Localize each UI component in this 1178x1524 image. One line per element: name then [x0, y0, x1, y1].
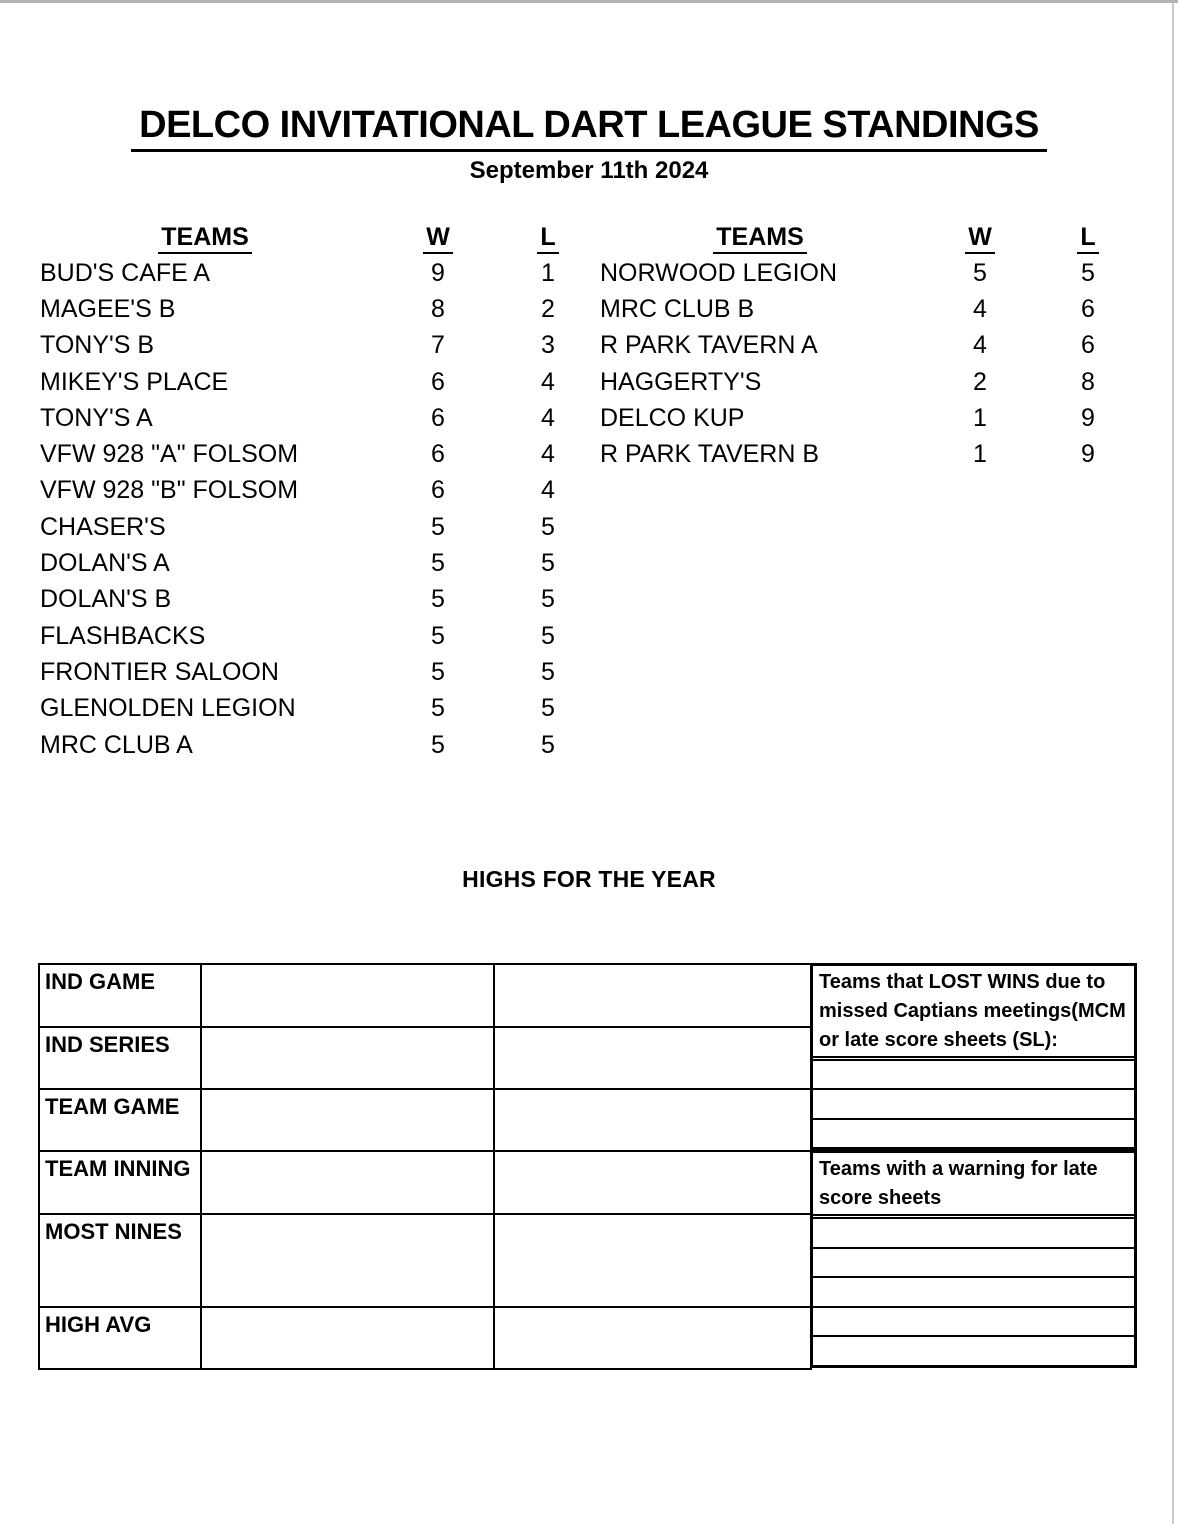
wins-value: 5: [431, 512, 445, 541]
wins-value: 5: [431, 694, 445, 723]
title-row: [0, 104, 1178, 152]
standings-row: [40, 328, 590, 364]
wins-header-label: W: [423, 223, 453, 254]
teams-header-label: TEAMS: [158, 223, 252, 254]
standings-row: [600, 255, 1136, 291]
highs-value-cell: [494, 1089, 811, 1151]
standings-row: [40, 582, 590, 618]
losses-value: 5: [541, 730, 555, 759]
page-top-border: [0, 0, 1178, 3]
standings-row: [40, 545, 590, 581]
highs-value-cell: [494, 964, 811, 1027]
losses-value: 1: [541, 258, 555, 287]
lost-wins-note-box: [810, 963, 1137, 1150]
highs-value-cell: [201, 1027, 494, 1089]
wins-value: 5: [431, 549, 445, 578]
losses-value: 4: [541, 367, 555, 396]
team-name: VFW 928 "B" FOLSOM: [40, 476, 299, 505]
losses-value: 9: [1081, 440, 1095, 469]
team-name: GLENOLDEN LEGION: [40, 694, 296, 723]
highs-row: [39, 1151, 811, 1214]
team-name: VFW 928 "A" FOLSOM: [40, 440, 299, 469]
note-header: [813, 1153, 1134, 1219]
team-name: HAGGERTY'S: [600, 367, 762, 396]
note-line: Teams that LOST WINS due to: [819, 971, 1106, 993]
standings-row: [40, 400, 590, 436]
standings-row: [600, 436, 1136, 472]
team-name: R PARK TAVERN A: [600, 331, 818, 360]
wins-value: 7: [431, 331, 445, 360]
wins-header: [370, 223, 506, 254]
wins-value: 6: [431, 476, 445, 505]
highs-table: [38, 963, 812, 1370]
wins-value: 4: [973, 331, 987, 360]
highs-row-label: TEAM GAME: [39, 1089, 201, 1151]
highs-section-title: HIGHS FOR THE YEAR: [462, 866, 716, 892]
losses-value: 6: [1081, 331, 1095, 360]
highs-row-label: MOST NINES: [39, 1214, 201, 1307]
losses-header-label: L: [1077, 223, 1098, 254]
team-name: BUD'S CAFE A: [40, 258, 211, 287]
highs-value-cell: [201, 1151, 494, 1214]
highs-value-cell: [494, 1027, 811, 1089]
note-empty-row: [813, 1337, 1134, 1365]
standings-row: [40, 291, 590, 327]
standings-row: [600, 291, 1136, 327]
date-subtitle: September 11th 2024: [469, 157, 709, 184]
losses-header: [1040, 223, 1136, 254]
highs-row-label: IND SERIES: [39, 1027, 201, 1089]
wins-value: 1: [973, 403, 987, 432]
note-empty-row: [813, 1120, 1134, 1147]
note-line: or late score sheets (SL):: [819, 1029, 1058, 1051]
losses-value: 4: [541, 403, 555, 432]
team-name: MAGEE'S B: [40, 294, 176, 323]
highs-value-cell: [201, 1307, 494, 1369]
losses-value: 9: [1081, 403, 1095, 432]
note-line: missed Captians meetings(MCM: [819, 1000, 1126, 1022]
note-empty-row: [813, 1219, 1134, 1249]
wins-value: 8: [431, 294, 445, 323]
warning-note-box: [810, 1150, 1137, 1368]
team-name: MIKEY'S PLACE: [40, 367, 229, 396]
highs-value-cell: [201, 964, 494, 1027]
standings-table-left: [40, 222, 590, 763]
standings-row: [600, 328, 1136, 364]
note-line: Teams with a warning for late: [819, 1158, 1098, 1180]
team-name: MRC CLUB A: [40, 730, 193, 759]
standings-row: [40, 618, 590, 654]
wins-value: 5: [431, 585, 445, 614]
team-name: FLASHBACKS: [40, 621, 206, 650]
highs-value-cell: [494, 1151, 811, 1214]
wins-value: 5: [973, 258, 987, 287]
standings-row: [40, 473, 590, 509]
wins-value: 6: [431, 403, 445, 432]
losses-value: 8: [1081, 367, 1095, 396]
losses-value: 5: [1081, 258, 1095, 287]
losses-value: 4: [541, 476, 555, 505]
losses-value: 5: [541, 657, 555, 686]
wins-value: 1: [973, 440, 987, 469]
wins-value: 5: [431, 657, 445, 686]
losses-value: 5: [541, 512, 555, 541]
wins-value: 5: [431, 730, 445, 759]
note-empty-row: [813, 1278, 1134, 1308]
highs-value-cell: [201, 1089, 494, 1151]
highs-value-cell: [201, 1214, 494, 1307]
wins-value: 2: [973, 367, 987, 396]
standings-row: [40, 364, 590, 400]
team-name: TONY'S A: [40, 403, 153, 432]
standings-table-right: [600, 222, 1136, 473]
note-empty-row: [813, 1090, 1134, 1119]
wins-header-label: W: [965, 223, 995, 254]
note-header: [813, 966, 1134, 1061]
highs-row: [39, 964, 811, 1027]
note-empty-row: [813, 1061, 1134, 1090]
losses-value: 2: [541, 294, 555, 323]
losses-header-label: L: [537, 223, 558, 254]
highs-row-label: IND GAME: [39, 964, 201, 1027]
teams-header-label: TEAMS: [713, 223, 807, 254]
standings-row: [40, 436, 590, 472]
wins-header: [920, 223, 1040, 254]
losses-value: 5: [541, 621, 555, 650]
standings-row: [600, 364, 1136, 400]
losses-value: 5: [541, 585, 555, 614]
note-empty-row: [813, 1249, 1134, 1279]
wins-value: 4: [973, 294, 987, 323]
team-name: MRC CLUB B: [600, 294, 755, 323]
team-name: DOLAN'S B: [40, 585, 172, 614]
team-name: NORWOOD LEGION: [600, 258, 838, 287]
standings-row: [40, 509, 590, 545]
standings-row: [40, 691, 590, 727]
losses-value: 5: [541, 549, 555, 578]
losses-header: [506, 223, 590, 254]
wins-value: 6: [431, 440, 445, 469]
highs-value-cell: [494, 1307, 811, 1369]
losses-value: 4: [541, 440, 555, 469]
standings-row: [40, 255, 590, 291]
note-empty-row: [813, 1308, 1134, 1338]
highs-row: [39, 1027, 811, 1089]
standings-header-row: [40, 222, 590, 255]
team-name: DOLAN'S A: [40, 549, 170, 578]
highs-row: [39, 1089, 811, 1151]
losses-value: 3: [541, 331, 555, 360]
page-right-border: [1172, 3, 1174, 1524]
wins-value: 6: [431, 367, 445, 396]
losses-value: 6: [1081, 294, 1095, 323]
standings-row: [600, 400, 1136, 436]
teams-header: [40, 223, 370, 254]
highs-row: [39, 1214, 811, 1307]
wins-value: 9: [431, 258, 445, 287]
wins-value: 5: [431, 621, 445, 650]
team-name: DELCO KUP: [600, 403, 745, 432]
highs-row-label: TEAM INNING: [39, 1151, 201, 1214]
team-name: CHASER'S: [40, 512, 166, 541]
highs-value-cell: [494, 1214, 811, 1307]
standings-row: [40, 654, 590, 690]
highs-row: [39, 1307, 811, 1369]
highs-row-label: HIGH AVG: [39, 1307, 201, 1369]
standings-row: [40, 727, 590, 763]
team-name: TONY'S B: [40, 331, 155, 360]
league-title: DELCO INVITATIONAL DART LEAGUE STANDINGS: [131, 104, 1047, 152]
note-line: score sheets: [819, 1187, 942, 1209]
team-name: FRONTIER SALOON: [40, 657, 279, 686]
losses-value: 5: [541, 694, 555, 723]
teams-header: [600, 223, 920, 254]
team-name: R PARK TAVERN B: [600, 440, 820, 469]
standings-header-row: [600, 222, 1136, 255]
